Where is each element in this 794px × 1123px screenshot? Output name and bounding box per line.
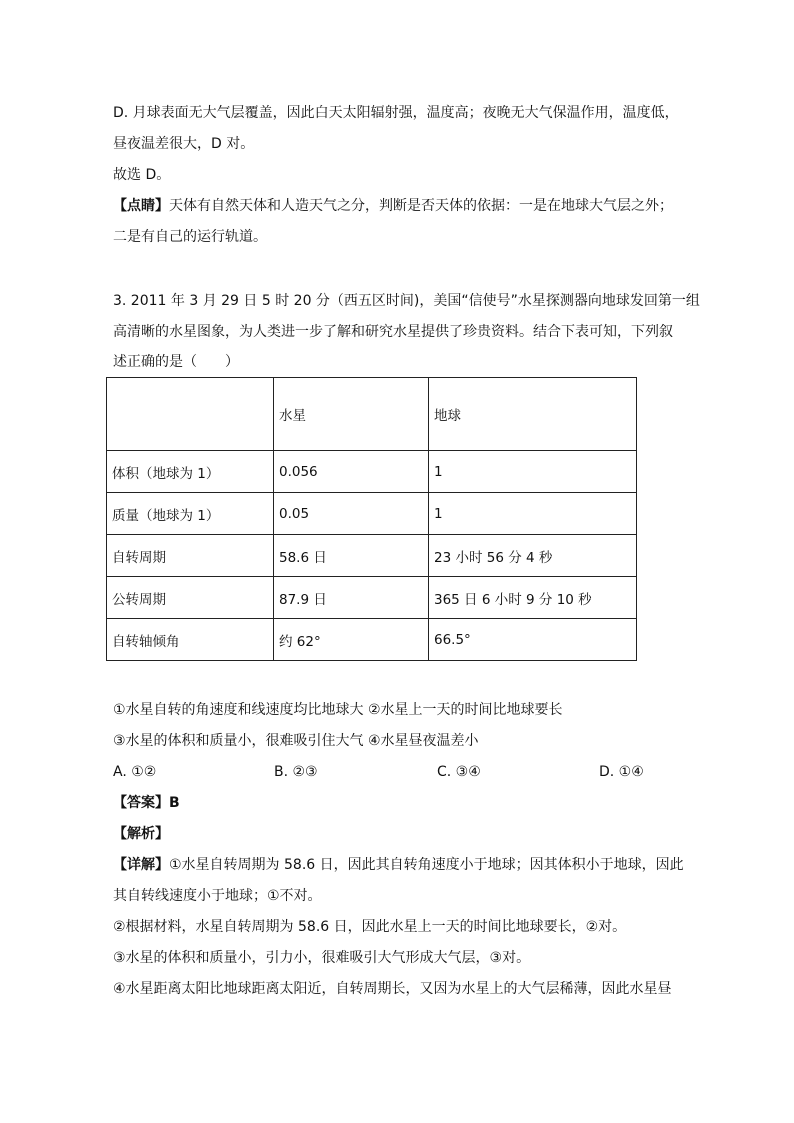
detail-line5: ④水星距离太阳比地球距离太阳近，自转周期长，又因为水星上的大气层稀薄，因此水星昼 xyxy=(113,981,672,997)
table-header-cell: 水星 xyxy=(274,378,429,451)
table-cell: 体积（地球为 1） xyxy=(107,451,274,493)
option-b: B. ②③ xyxy=(274,764,318,780)
table-cell: 365 日 6 小时 9 分 10 秒 xyxy=(429,577,637,619)
table-row xyxy=(107,535,637,577)
option-a: A. ①② xyxy=(113,764,157,780)
table-cell: 质量（地球为 1） xyxy=(107,493,274,535)
tip-text: 天体有自然天体和人造天气之分，判断是否天体的依据：一是在地球大气层之外； xyxy=(169,198,673,214)
table-header-row xyxy=(107,378,637,451)
table-cell: 58.6 日 xyxy=(274,535,429,577)
detail-line4: ③水星的体积和质量小，引力小，很难吸引大气形成大气层，③对。 xyxy=(113,950,531,966)
choose-d: 故选 D。 xyxy=(113,167,171,183)
question3-line2: 高清晰的水星图象，为人类进一步了解和研究水星提供了珍贵资料。结合下表可知，下列叙 xyxy=(113,324,673,340)
table-row xyxy=(107,619,637,661)
statement-line2: ③水星的体积和质量小，很难吸引住大气 ④水星昼夜温差小 xyxy=(113,733,479,749)
table-row xyxy=(107,577,637,619)
option-d-explanation-line1: D. 月球表面无大气层覆盖，因此白天太阳辐射强，温度高；夜晚无大气保温作用，温度低， xyxy=(113,105,679,121)
table-cell: 87.9 日 xyxy=(274,577,429,619)
question3-line3: 述正确的是（ ） xyxy=(113,354,239,370)
analysis-heading: 【解析】 xyxy=(113,826,169,842)
detail-tag: 【详解】 xyxy=(113,857,169,873)
table-cell: 23 小时 56 分 4 秒 xyxy=(429,535,637,577)
tip-line1 xyxy=(113,196,673,216)
detail-line3: ②根据材料，水星自转周期为 58.6 日，因此水星上一天的时间比地球要长，②对。 xyxy=(113,919,627,935)
table-cell: 约 62° xyxy=(274,619,429,661)
table-cell: 0.05 xyxy=(274,493,429,535)
option-d: D. ①④ xyxy=(599,764,644,780)
table-cell: 1 xyxy=(429,493,637,535)
statement-line1: ①水星自转的角速度和线速度均比地球大 ②水星上一天的时间比地球要长 xyxy=(113,702,563,718)
table-cell: 自转轴倾角 xyxy=(107,619,274,661)
table-cell: 0.056 xyxy=(274,451,429,493)
table-row xyxy=(107,493,637,535)
tip-tag: 【点睛】 xyxy=(113,198,169,214)
table-row xyxy=(107,451,637,493)
option-d-explanation-line2: 昼夜温差很大，D 对。 xyxy=(113,136,255,152)
question3-line1: 3. 2011 年 3 月 29 日 5 时 20 分（西五区时间)，美国“信使号”水星探测器向地球发回第一组 xyxy=(113,293,700,309)
tip-line2: 二是有自己的运行轨道。 xyxy=(113,229,267,245)
table-cell: 66.5° xyxy=(429,619,637,661)
detail-line1 xyxy=(113,855,684,875)
planet-comparison-table xyxy=(106,377,637,661)
table-cell: 自转周期 xyxy=(107,535,274,577)
option-c: C. ③④ xyxy=(437,764,481,780)
detail-text: ①水星自转周期为 58.6 日，因此其自转角速度小于地球；因其体积小于地球，因此 xyxy=(169,857,684,873)
table-cell: 公转周期 xyxy=(107,577,274,619)
detail-line2: 其自转线速度小于地球；①不对。 xyxy=(113,888,322,904)
table-header-cell: 地球 xyxy=(429,378,637,451)
table-header-cell xyxy=(107,378,274,451)
answer: 【答案】B xyxy=(113,795,180,811)
table-cell: 1 xyxy=(429,451,637,493)
